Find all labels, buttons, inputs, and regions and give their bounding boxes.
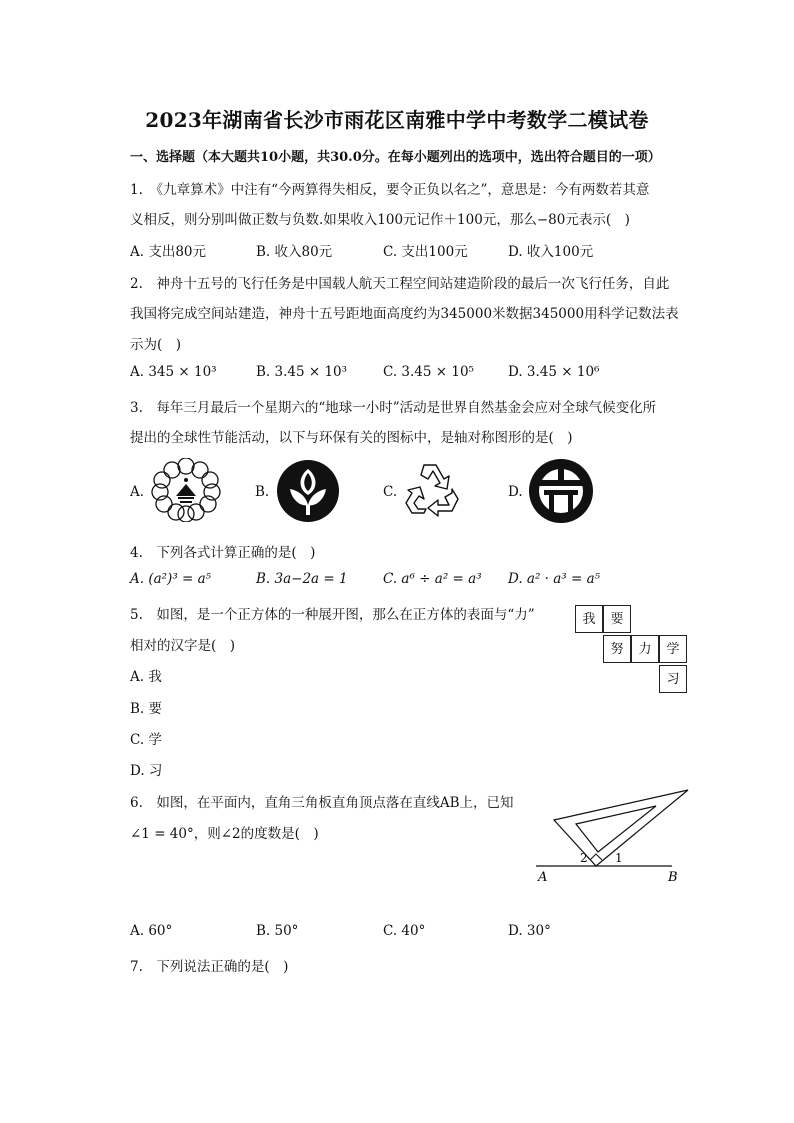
q3-line2: 提出的全球性节能活动，以下与环保有关的图标中，是轴对称图形的是( ) bbox=[130, 430, 573, 446]
leaf-emblem-icon bbox=[276, 459, 340, 523]
flower-rings-icon bbox=[150, 458, 222, 522]
q2-line3: 示为( ) bbox=[130, 337, 182, 353]
q4-option-b: B. 3a−2a = 1 bbox=[256, 571, 348, 587]
section-heading: 一、选择题（本大题共10小题，共30.0分。在每小题列出的选项中，选出符合题目的一项） bbox=[130, 150, 661, 165]
q6-line2: ∠1 = 40°，则∠2的度数是( ) bbox=[130, 826, 319, 842]
q1-option-b: B. 收入80元 bbox=[256, 244, 333, 260]
q6-line1: 6. 如图，在平面内，直角三角板直角顶点落在直线AB上，已知 bbox=[130, 795, 514, 811]
recycle-icon bbox=[402, 459, 466, 519]
q2-line1: 2. 神舟十五号的飞行任务是中国载人航天工程空间站建造阶段的最后一次飞行任务，自此 bbox=[130, 276, 670, 292]
page-title: 2023年湖南省长沙市雨花区南雅中学中考数学二模试卷 bbox=[145, 108, 649, 132]
q7-line1: 7. 下列说法正确的是( ) bbox=[130, 959, 289, 975]
net-cell: 学 bbox=[659, 635, 687, 663]
net-cell: 我 bbox=[575, 605, 603, 633]
q5-option-c: C. 学 bbox=[130, 732, 162, 748]
q6-option-a: A. 60° bbox=[130, 923, 173, 939]
q5-option-a: A. 我 bbox=[130, 669, 162, 685]
q2-option-a: A. 345 × 10³ bbox=[130, 364, 217, 380]
q5-option-b: B. 要 bbox=[130, 701, 163, 717]
angle2-label: 2 bbox=[580, 851, 588, 865]
q5-line1: 5. 如图，是一个正方体的一种展开图，那么在正方体的表面与“力” bbox=[130, 607, 535, 623]
q4-option-a: A. (a²)³ = a⁵ bbox=[130, 571, 212, 587]
net-cell: 努 bbox=[603, 635, 631, 663]
q6-option-c: C. 40° bbox=[383, 923, 426, 939]
q2-line2: 我国将完成空间站建造，神舟十五号距地面高度约为345000米数据345000用科学记数法表 bbox=[130, 306, 679, 322]
q4-line1: 4. 下列各式计算正确的是( ) bbox=[130, 545, 316, 561]
q3-label-c: C. bbox=[383, 484, 398, 500]
q4-option-c: C. a⁶ ÷ a² = a³ bbox=[383, 571, 482, 587]
q6-option-b: B. 50° bbox=[256, 923, 299, 939]
q5-option-d: D. 习 bbox=[130, 763, 163, 779]
q1-line1: 1. 《九章算术》中注有“今两算得失相反，要令正负以名之”，意思是：今有两数若其意 bbox=[130, 182, 650, 198]
triangle-ruler-figure bbox=[530, 784, 694, 884]
point-b-label: B bbox=[668, 870, 678, 884]
q2-option-c: C. 3.45 × 10⁵ bbox=[383, 364, 474, 380]
q3-line1: 3. 每年三月最后一个星期六的“地球一小时”活动是世界自然基金会应对全球气候变化所 bbox=[130, 400, 657, 416]
net-cell: 习 bbox=[659, 665, 687, 693]
q3-label-d: D. bbox=[508, 484, 523, 500]
q3-label-a: A. bbox=[130, 484, 145, 500]
circle-emblem-icon bbox=[528, 458, 594, 524]
q2-option-d: D. 3.45 × 10⁶ bbox=[508, 364, 600, 380]
point-a-label: A bbox=[538, 870, 548, 884]
q2-option-b: B. 3.45 × 10³ bbox=[256, 364, 348, 380]
q6-option-d: D. 30° bbox=[508, 923, 551, 939]
q4-option-d: D. a² · a³ = a⁵ bbox=[508, 571, 601, 587]
q1-option-a: A. 支出80元 bbox=[130, 244, 207, 260]
net-cell: 力 bbox=[631, 635, 659, 663]
q3-label-b: B. bbox=[255, 484, 270, 500]
net-cell: 要 bbox=[603, 605, 631, 633]
angle1-label: 1 bbox=[615, 851, 623, 865]
q1-option-c: C. 支出100元 bbox=[383, 244, 468, 260]
q1-option-d: D. 收入100元 bbox=[508, 244, 594, 260]
q5-line2: 相对的汉字是( ) bbox=[130, 638, 236, 654]
q1-line2: 义相反，则分别叫做正数与负数.如果收入100元记作＋100元，那么−80元表示( ) bbox=[130, 212, 630, 228]
